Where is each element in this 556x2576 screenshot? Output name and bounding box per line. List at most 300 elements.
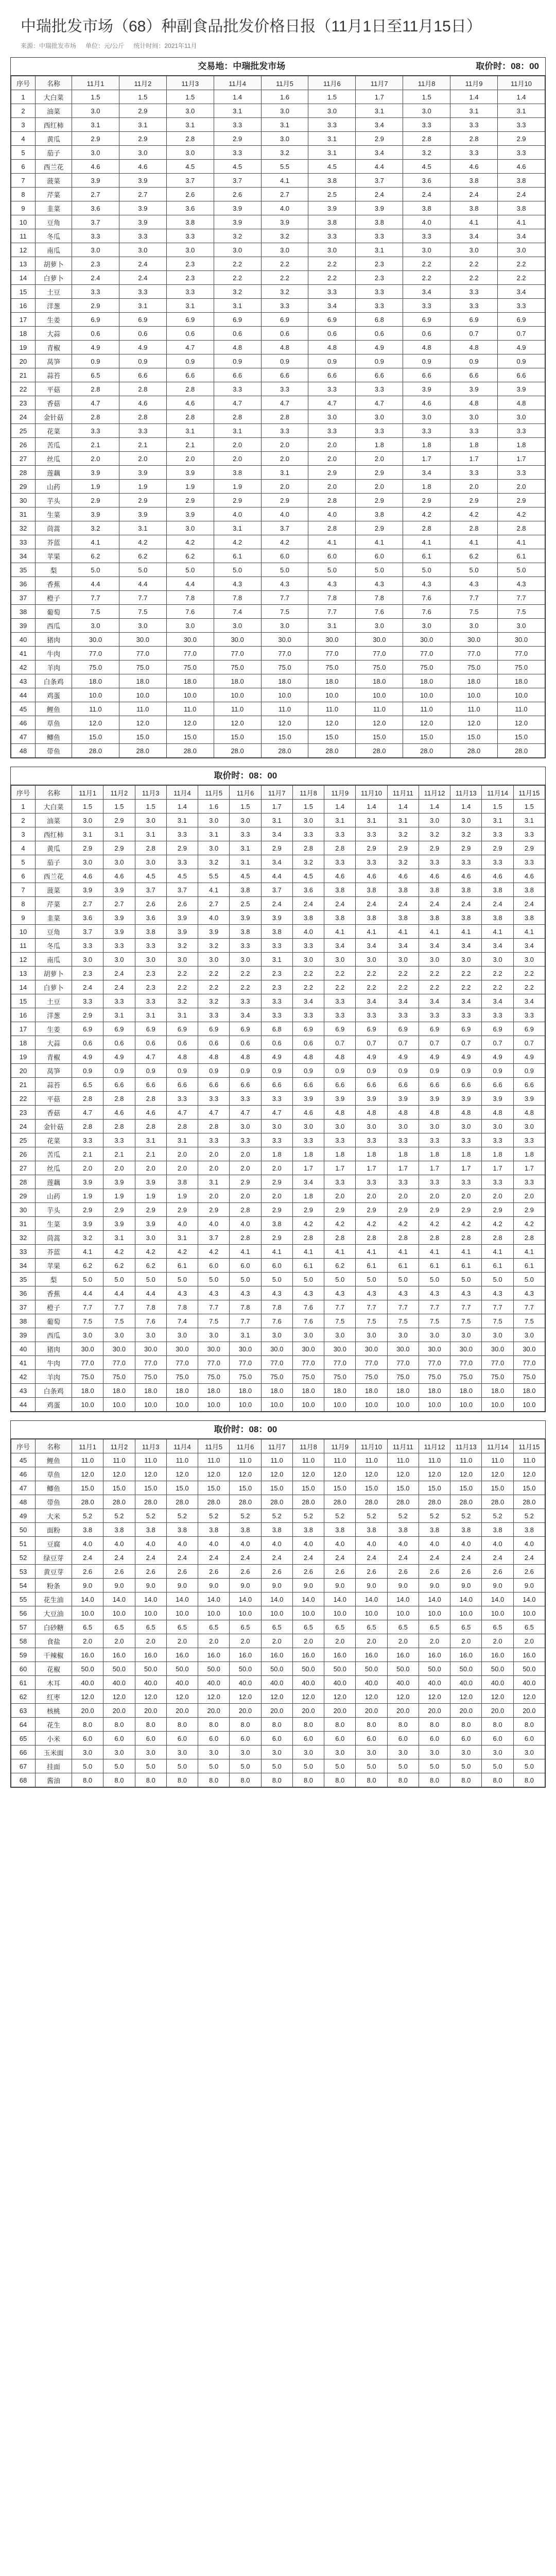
price-cell: 3.9: [214, 201, 261, 215]
price-cell: 15.0: [103, 1481, 135, 1495]
price-cell: 2.0: [198, 1147, 230, 1161]
item-name: 白条鸡: [36, 1384, 72, 1398]
price-cell: 3.3: [356, 1008, 387, 1022]
price-cell: 2.4: [356, 188, 403, 201]
table-row: [11, 967, 545, 980]
table-row: [11, 327, 545, 341]
price-cell: 2.8: [308, 521, 356, 535]
price-cell: 2.6: [230, 1565, 261, 1579]
price-cell: 15.0: [356, 730, 403, 744]
price-cell: 6.6: [513, 1078, 545, 1092]
price-cell: 10.0: [356, 1398, 387, 1412]
price-cell: 3.8: [419, 1523, 450, 1537]
price-cell: 2.7: [103, 897, 135, 911]
price-cell: 4.2: [261, 535, 308, 549]
price-cell: 3.2: [214, 229, 261, 243]
row-index: 9: [11, 201, 36, 215]
price-cell: 5.0: [135, 1759, 166, 1773]
price-cell: 4.6: [387, 869, 419, 883]
price-cell: 5.5: [198, 869, 230, 883]
price-cell: 3.8: [308, 174, 356, 188]
price-cell: 2.0: [135, 1161, 166, 1175]
price-cell: 3.3: [261, 299, 308, 313]
price-cell: 2.2: [403, 271, 450, 285]
price-cell: 2.6: [103, 1565, 135, 1579]
price-cell: 2.2: [450, 967, 482, 980]
table-row: [11, 1759, 545, 1773]
price-cell: 2.3: [261, 980, 292, 994]
price-cell: 4.0: [308, 507, 356, 521]
column-header: 11月3: [166, 76, 214, 90]
price-cell: 1.5: [482, 800, 513, 814]
price-cell: 2.8: [292, 1231, 324, 1245]
price-cell: 3.8: [387, 911, 419, 925]
row-index: 9: [11, 911, 36, 925]
price-cell: 2.9: [482, 1203, 513, 1217]
price-cell: 9.0: [135, 1579, 166, 1592]
price-cell: 75.0: [308, 660, 356, 674]
price-cell: 3.3: [308, 382, 356, 396]
price-cell: 1.9: [166, 1189, 198, 1203]
price-cell: 0.9: [356, 1064, 387, 1078]
sheet-header: [11, 1421, 545, 1439]
row-index: 61: [11, 1676, 36, 1690]
price-cell: 5.2: [324, 1509, 356, 1523]
price-cell: 10.0: [72, 1398, 103, 1412]
table-row: [11, 1537, 545, 1551]
table-row: [11, 1704, 545, 1718]
price-cell: 3.0: [482, 1745, 513, 1759]
price-cell: 14.0: [72, 1592, 103, 1606]
item-name: 韭菜: [36, 201, 72, 215]
price-cell: 3.3: [450, 466, 498, 480]
price-cell: 1.7: [513, 1161, 545, 1175]
row-index: 24: [11, 1120, 36, 1133]
price-cell: 28.0: [103, 1495, 135, 1509]
column-header: 11月11: [387, 786, 419, 800]
row-index: 37: [11, 591, 36, 605]
price-cell: 9.0: [72, 1579, 103, 1592]
price-cell: 3.0: [387, 1120, 419, 1133]
price-cell: 75.0: [356, 1370, 387, 1384]
price-cell: 5.0: [166, 1759, 198, 1773]
price-cell: 4.2: [119, 535, 166, 549]
price-cell: 3.3: [513, 1008, 545, 1022]
price-cell: 2.7: [72, 897, 103, 911]
price-cell: 3.9: [387, 1092, 419, 1106]
price-cell: 10.0: [261, 1398, 292, 1412]
price-cell: 2.2: [387, 967, 419, 980]
table-row: [11, 1773, 545, 1787]
price-cell: 2.8: [198, 1120, 230, 1133]
price-cell: 11.0: [324, 1453, 356, 1467]
price-cell: 4.7: [166, 1106, 198, 1120]
price-cell: 6.0: [166, 1732, 198, 1745]
price-cell: 40.0: [387, 1676, 419, 1690]
price-cell: 6.0: [356, 549, 403, 563]
price-cell: 3.0: [403, 104, 450, 118]
price-cell: 11.0: [261, 1453, 292, 1467]
price-cell: 1.8: [356, 1147, 387, 1161]
price-cell: 7.5: [324, 1314, 356, 1328]
row-index: 31: [11, 507, 36, 521]
price-cell: 1.4: [498, 90, 545, 104]
price-cell: 3.0: [450, 814, 482, 827]
price-cell: 12.0: [482, 1467, 513, 1481]
price-cell: 2.4: [261, 1551, 292, 1565]
price-cell: 3.0: [261, 132, 308, 146]
table-row: [11, 1690, 545, 1704]
price-cell: 8.0: [230, 1718, 261, 1732]
row-index: 35: [11, 563, 36, 577]
column-header: 11月6: [230, 1439, 261, 1453]
price-cell: 2.4: [482, 1551, 513, 1565]
table-row: [11, 1495, 545, 1509]
price-cell: 12.0: [356, 716, 403, 730]
price-cell: 2.6: [261, 1565, 292, 1579]
price-cell: 3.8: [356, 215, 403, 229]
price-cell: 2.9: [72, 1008, 103, 1022]
price-cell: 2.9: [498, 132, 545, 146]
price-cell: 5.5: [261, 160, 308, 174]
price-cell: 3.0: [356, 1328, 387, 1342]
price-cell: 50.0: [356, 1662, 387, 1676]
price-cell: 4.0: [261, 507, 308, 521]
price-cell: 6.9: [308, 313, 356, 327]
item-name: 鸡蛋: [36, 1398, 72, 1412]
price-cell: 16.0: [356, 1648, 387, 1662]
row-index: 55: [11, 1592, 36, 1606]
price-cell: 7.7: [387, 1300, 419, 1314]
price-cell: 7.8: [356, 591, 403, 605]
price-cell: 1.8: [387, 1147, 419, 1161]
row-index: 23: [11, 396, 36, 410]
price-cell: 1.8: [292, 1147, 324, 1161]
price-cell: 77.0: [214, 647, 261, 660]
price-cell: 6.0: [308, 549, 356, 563]
price-cell: 75.0: [292, 1370, 324, 1384]
price-cell: 7.7: [419, 1300, 450, 1314]
price-cell: 14.0: [261, 1592, 292, 1606]
price-cell: 12.0: [214, 716, 261, 730]
price-cell: 0.9: [308, 354, 356, 368]
row-index: 5: [11, 855, 36, 869]
price-cell: 3.9: [72, 466, 119, 480]
price-cell: 4.5: [214, 160, 261, 174]
price-cell: 3.3: [292, 827, 324, 841]
price-cell: 2.4: [72, 1551, 103, 1565]
price-cell: 5.2: [166, 1509, 198, 1523]
price-time: 取价时：08：00: [476, 61, 539, 71]
price-cell: 15.0: [450, 730, 498, 744]
price-cell: 0.9: [198, 1064, 230, 1078]
price-cell: 2.4: [403, 188, 450, 201]
row-index: 27: [11, 452, 36, 466]
row-index: 19: [11, 1050, 36, 1064]
price-cell: 2.4: [513, 1551, 545, 1565]
item-name: 猪肉: [36, 1342, 72, 1356]
item-name: 茼蒿: [36, 521, 72, 535]
price-cell: 6.6: [498, 368, 545, 382]
price-cell: 3.1: [261, 118, 308, 132]
price-cell: 4.3: [450, 577, 498, 591]
price-cell: 2.6: [324, 1565, 356, 1579]
price-cell: 75.0: [403, 660, 450, 674]
price-cell: 30.0: [403, 633, 450, 647]
price-cell: 6.1: [513, 1259, 545, 1273]
table-row: [11, 368, 545, 382]
price-cell: 4.5: [403, 160, 450, 174]
price-cell: 40.0: [230, 1676, 261, 1690]
price-cell: 30.0: [72, 633, 119, 647]
row-index: 32: [11, 521, 36, 535]
price-cell: 3.3: [198, 1008, 230, 1022]
price-cell: 18.0: [135, 1384, 166, 1398]
item-name: 草鱼: [36, 716, 72, 730]
row-index: 25: [11, 1133, 36, 1147]
price-cell: 2.2: [356, 980, 387, 994]
price-cell: 2.3: [356, 271, 403, 285]
table-row: [11, 1259, 545, 1273]
row-index: 7: [11, 174, 36, 188]
price-cell: 7.8: [230, 1300, 261, 1314]
price-cell: 3.8: [450, 1523, 482, 1537]
price-cell: 2.8: [482, 1231, 513, 1245]
price-cell: 2.6: [482, 1565, 513, 1579]
price-cell: 2.0: [261, 1189, 292, 1203]
price-cell: 2.8: [513, 1231, 545, 1245]
price-cell: 28.0: [166, 1495, 198, 1509]
price-cell: 7.7: [498, 591, 545, 605]
price-cell: 3.0: [72, 1328, 103, 1342]
price-cell: 3.3: [498, 466, 545, 480]
row-index: 59: [11, 1648, 36, 1662]
price-cell: 8.0: [135, 1718, 166, 1732]
price-cell: 4.0: [166, 1537, 198, 1551]
price-cell: 4.0: [198, 1537, 230, 1551]
price-cell: 6.9: [419, 1022, 450, 1036]
price-cell: 2.4: [419, 1551, 450, 1565]
price-cell: 2.8: [403, 132, 450, 146]
table-row: [11, 841, 545, 855]
item-name: 平菇: [36, 382, 72, 396]
price-cell: 4.0: [482, 1537, 513, 1551]
price-cell: 2.4: [261, 897, 292, 911]
price-cell: 12.0: [513, 1467, 545, 1481]
price-cell: 18.0: [482, 1384, 513, 1398]
price-cell: 3.4: [403, 285, 450, 299]
price-cell: 1.7: [450, 1161, 482, 1175]
price-cell: 3.1: [166, 118, 214, 132]
price-cell: 0.6: [198, 1036, 230, 1050]
price-cell: 28.0: [135, 1495, 166, 1509]
column-header: 11月4: [166, 786, 198, 800]
price-cell: 8.0: [482, 1718, 513, 1732]
price-cell: 4.6: [119, 396, 166, 410]
price-cell: 4.7: [166, 341, 214, 354]
price-cell: 2.8: [498, 521, 545, 535]
price-cell: 75.0: [498, 660, 545, 674]
price-cell: 3.3: [198, 1133, 230, 1147]
price-cell: 2.4: [119, 257, 166, 271]
price-cell: 3.0: [166, 104, 214, 118]
item-name: 大白菜: [36, 800, 72, 814]
column-header: 11月6: [308, 76, 356, 90]
item-name: 大米: [36, 1509, 72, 1523]
price-cell: 77.0: [324, 1356, 356, 1370]
price-cell: 1.8: [513, 1147, 545, 1161]
price-cell: 3.1: [261, 953, 292, 967]
price-cell: 4.5: [135, 869, 166, 883]
item-name: 洋葱: [36, 299, 72, 313]
price-cell: 18.0: [214, 674, 261, 688]
price-cell: 6.9: [356, 1022, 387, 1036]
price-cell: 5.0: [103, 1759, 135, 1773]
price-cell: 8.0: [356, 1718, 387, 1732]
price-cell: 50.0: [513, 1662, 545, 1676]
price-cell: 3.3: [482, 1175, 513, 1189]
price-cell: 3.8: [324, 883, 356, 897]
price-cell: 6.0: [261, 549, 308, 563]
price-cell: 9.0: [166, 1579, 198, 1592]
item-name: 生姜: [36, 313, 72, 327]
price-cell: 14.0: [419, 1592, 450, 1606]
price-cell: 6.6: [230, 1078, 261, 1092]
price-cell: 2.3: [166, 271, 214, 285]
price-cell: 3.0: [119, 243, 166, 257]
price-cell: 30.0: [450, 633, 498, 647]
price-cell: 4.0: [450, 1537, 482, 1551]
price-cell: 2.9: [103, 841, 135, 855]
table-row: [11, 341, 545, 354]
price-cell: 4.8: [498, 396, 545, 410]
price-cell: 1.5: [103, 800, 135, 814]
item-name: 粉条: [36, 1579, 72, 1592]
table-row: [11, 814, 545, 827]
price-cell: 20.0: [419, 1704, 450, 1718]
item-name: 山药: [36, 480, 72, 494]
price-cell: 4.7: [308, 396, 356, 410]
price-cell: 1.8: [292, 1189, 324, 1203]
price-cell: 4.7: [72, 1106, 103, 1120]
price-cell: 3.8: [135, 925, 166, 939]
price-cell: 2.8: [135, 841, 166, 855]
column-header: 11月14: [482, 1439, 513, 1453]
price-cell: 12.0: [230, 1690, 261, 1704]
price-cell: 3.4: [482, 939, 513, 953]
price-cell: 3.3: [387, 1175, 419, 1189]
price-cell: 0.9: [261, 354, 308, 368]
price-cell: 4.0: [214, 507, 261, 521]
item-name: 核桃: [36, 1704, 72, 1718]
item-name: 芋头: [36, 1203, 72, 1217]
price-cell: 6.2: [324, 1259, 356, 1273]
price-cell: 20.0: [513, 1704, 545, 1718]
price-cell: 7.6: [166, 605, 214, 619]
price-cell: 6.1: [292, 1259, 324, 1273]
price-cell: 3.3: [356, 285, 403, 299]
table-row: [11, 410, 545, 424]
price-cell: 75.0: [72, 660, 119, 674]
price-table-3: [11, 1439, 545, 1787]
price-cell: 3.0: [135, 1745, 166, 1759]
price-cell: 3.0: [103, 855, 135, 869]
price-cell: 5.0: [498, 563, 545, 577]
table-row: [11, 869, 545, 883]
price-cell: 3.9: [72, 1217, 103, 1231]
price-cell: 2.4: [387, 897, 419, 911]
price-cell: 4.3: [166, 1286, 198, 1300]
price-cell: 2.0: [230, 1189, 261, 1203]
price-cell: 10.0: [482, 1606, 513, 1620]
price-cell: 50.0: [103, 1662, 135, 1676]
price-cell: 7.7: [450, 1300, 482, 1314]
price-cell: 4.8: [356, 1106, 387, 1120]
table-row: [11, 883, 545, 897]
table-row: [11, 424, 545, 438]
price-cell: 2.1: [72, 1147, 103, 1161]
price-cell: 3.3: [166, 827, 198, 841]
price-cell: 3.0: [387, 1745, 419, 1759]
price-cell: 2.2: [166, 980, 198, 994]
price-cell: 3.3: [308, 424, 356, 438]
price-cell: 11.0: [261, 702, 308, 716]
price-cell: 3.1: [308, 146, 356, 160]
price-cell: 3.8: [419, 911, 450, 925]
price-cell: 77.0: [198, 1356, 230, 1370]
price-cell: 10.0: [72, 688, 119, 702]
price-cell: 6.2: [103, 1259, 135, 1273]
price-cell: 8.0: [387, 1773, 419, 1787]
price-cell: 4.1: [513, 1245, 545, 1259]
market-name: 交易地：中瑞批发市场: [198, 61, 286, 71]
price-cell: 30.0: [292, 1342, 324, 1356]
price-cell: 50.0: [324, 1662, 356, 1676]
price-cell: 2.9: [356, 494, 403, 507]
price-cell: 4.4: [135, 1286, 166, 1300]
price-cell: 3.3: [403, 118, 450, 132]
price-cell: 3.0: [356, 410, 403, 424]
price-cell: 3.9: [292, 1092, 324, 1106]
price-cell: 3.8: [482, 883, 513, 897]
price-cell: 12.0: [198, 1690, 230, 1704]
price-cell: 3.0: [450, 1328, 482, 1342]
item-name: 葡萄: [36, 605, 72, 619]
table-row: [11, 1648, 545, 1662]
price-cell: 10.0: [387, 1606, 419, 1620]
price-cell: 2.9: [103, 1203, 135, 1217]
price-cell: 3.2: [166, 994, 198, 1008]
price-cell: 3.3: [166, 855, 198, 869]
price-cell: 4.1: [498, 535, 545, 549]
price-cell: 7.5: [72, 605, 119, 619]
price-cell: 2.9: [356, 466, 403, 480]
price-cell: 3.0: [308, 243, 356, 257]
row-index: 27: [11, 1161, 36, 1175]
price-cell: 4.2: [166, 535, 214, 549]
price-cell: 3.3: [513, 1133, 545, 1147]
price-cell: 16.0: [103, 1648, 135, 1662]
price-cell: 3.3: [403, 299, 450, 313]
price-cell: 3.9: [261, 911, 292, 925]
price-cell: 3.3: [450, 1175, 482, 1189]
price-cell: 11.0: [308, 702, 356, 716]
price-cell: 2.6: [166, 897, 198, 911]
row-index: 26: [11, 1147, 36, 1161]
price-cell: 40.0: [292, 1676, 324, 1690]
price-cell: 3.0: [419, 1120, 450, 1133]
item-name: 大白菜: [36, 90, 72, 104]
